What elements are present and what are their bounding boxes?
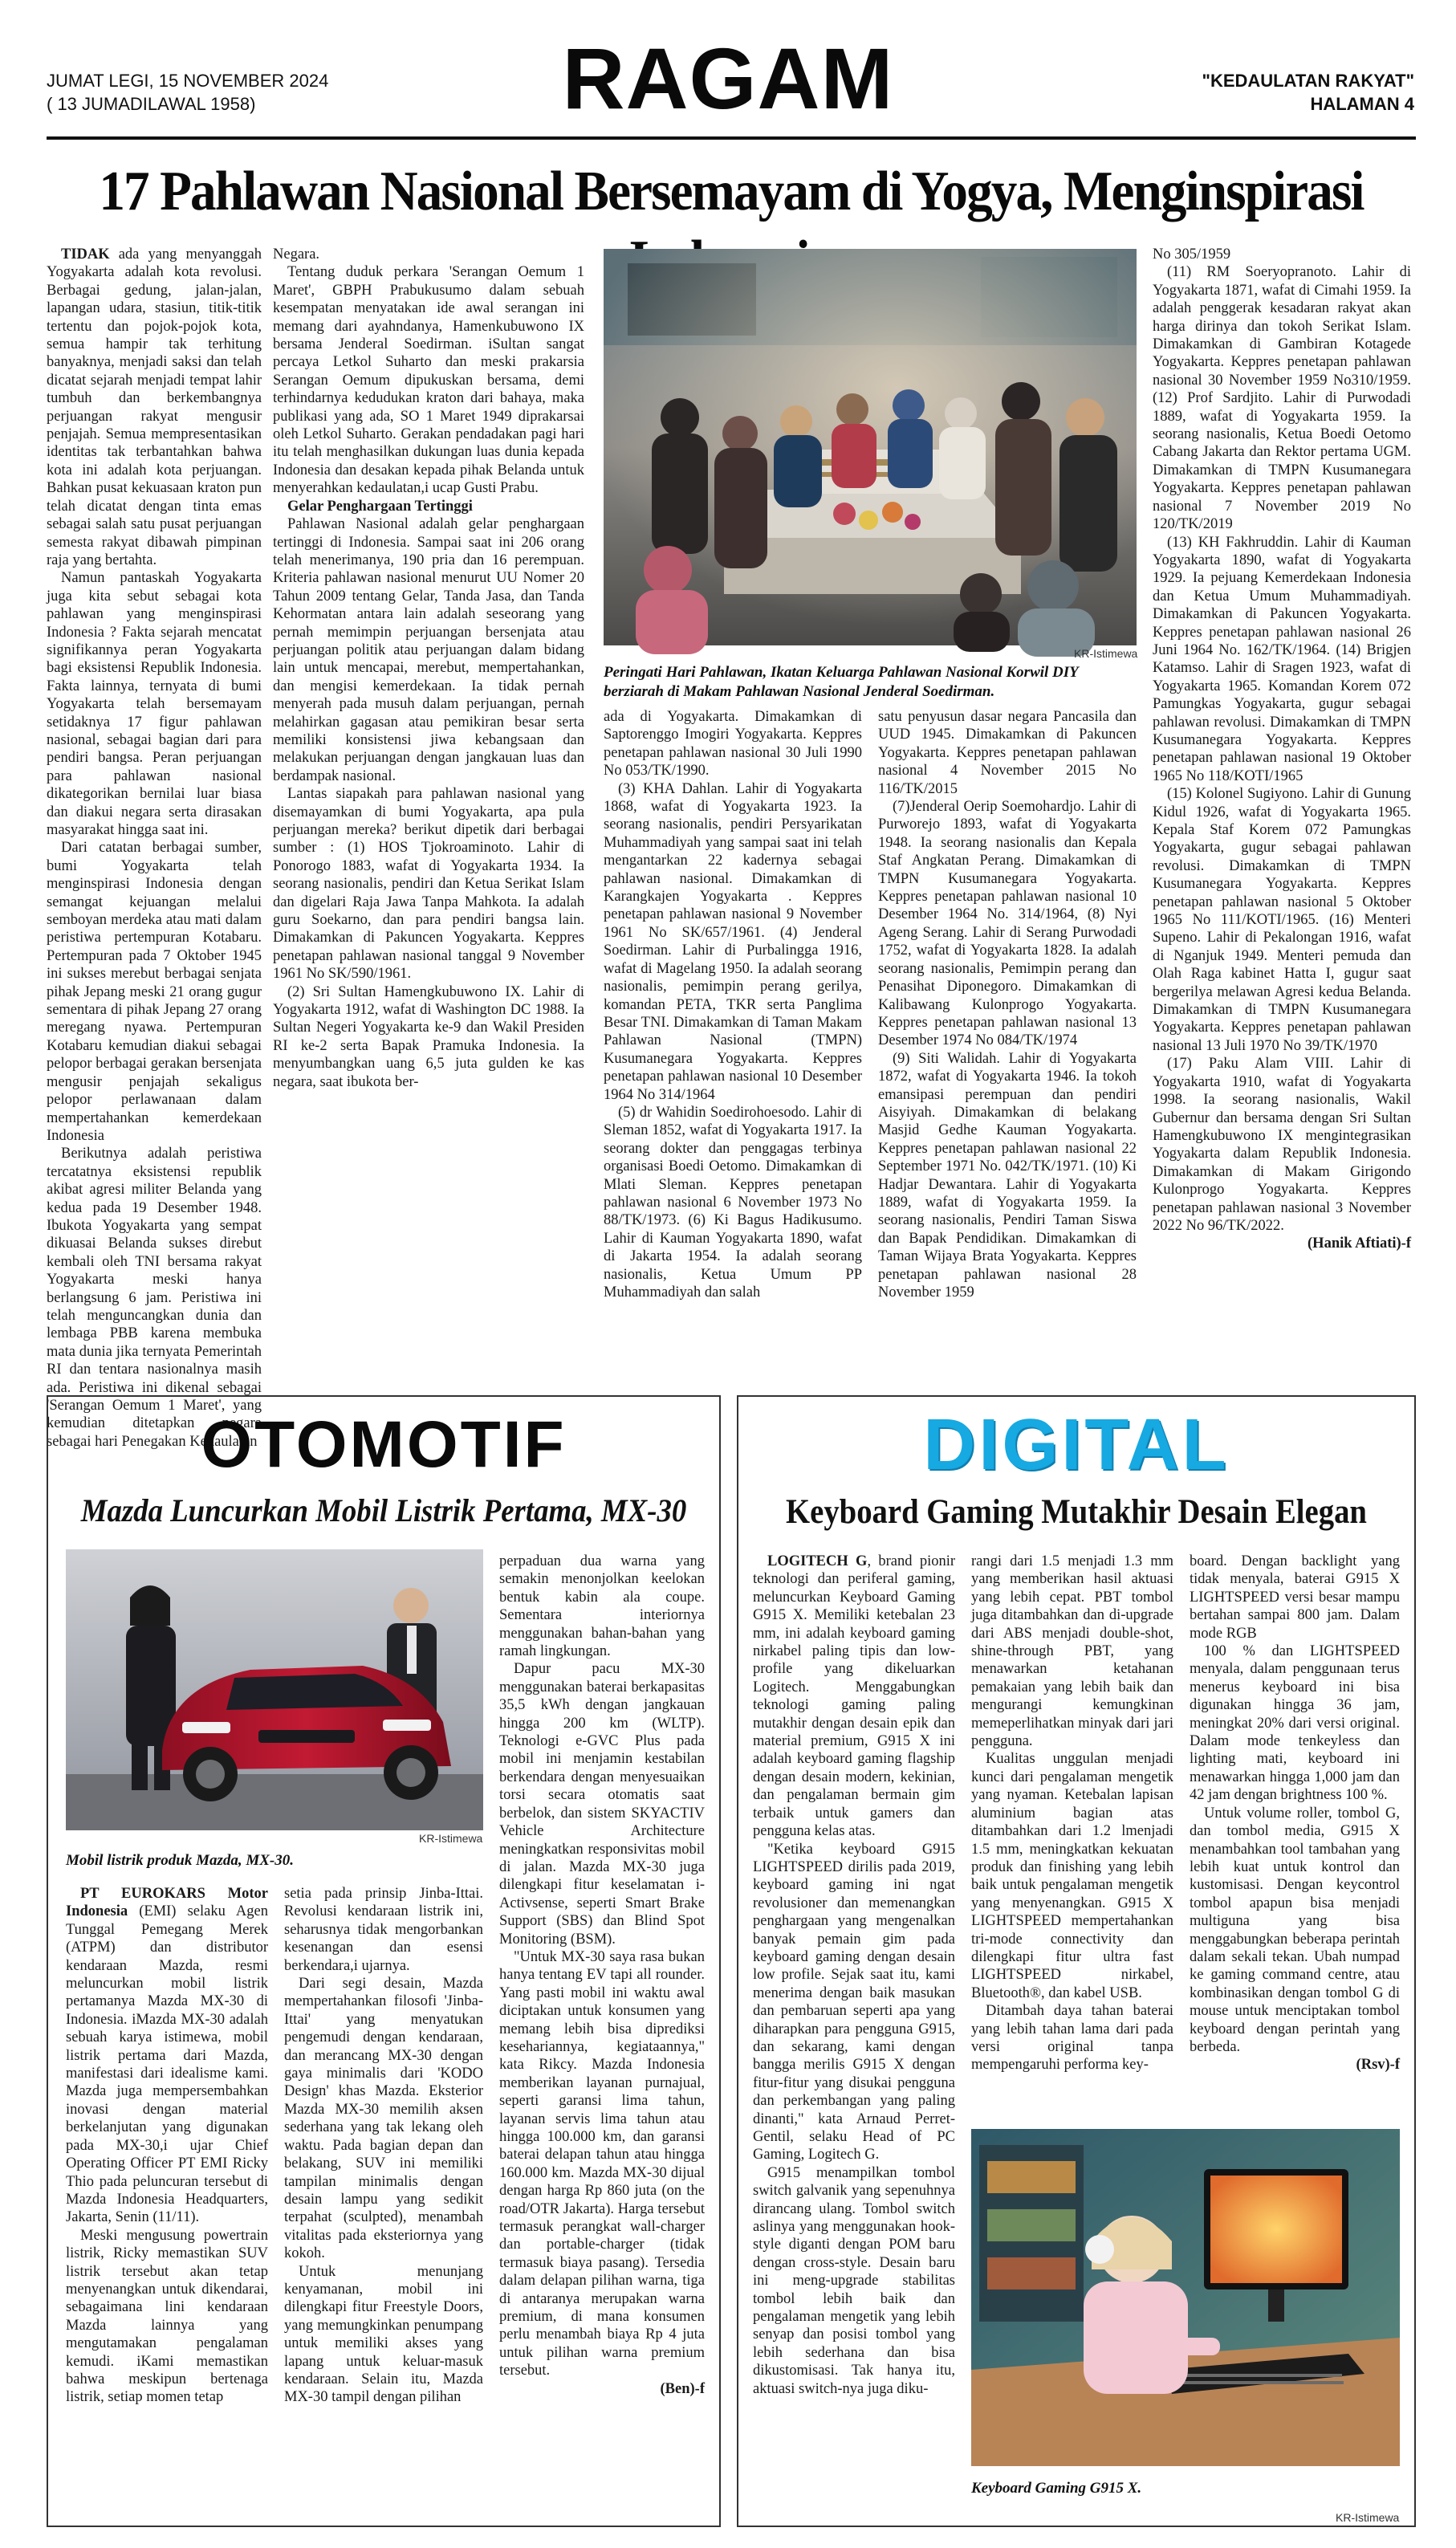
paragraph: (11) RM Soeryopranoto. Lahir di Yogyakarta 1871, wafat di Cimahi 1959. Ia adalah penggerak kesadaran rakyat akan harga dirinya dan tokoh Serikat Islam. Dimakamkan di Gambiran Kotagede Yogyakarta. Keppres penetapan pahlawan nasional 30 November 1959 No310/1959. (12) Prof Sardjito. Lahir di Purwodadi 1889, wafat di Yogyakarta 1959. Ia seorang nasionalis, Ketua Boedi Oetomo Cabang Jakarta dan Rektor pertama UGM. Dimakamkan di TMPN Kusumanegara Yogyakarta. Keppres penetapan pahlawan nasional 7 November 2019 No 120/TK/2019 xyxy=(1153,264,1411,533)
paragraph: (13) KH Fakhruddin. Lahir di Kauman Yogyakarta 1890, wafat di Yogyakarta 1929. Ia pejuang Kemerdekaan Indonesia dan Ketua Umum Muhammadiyah. Dimakamkan di Pakuncen Yogyakarta. Keppres penetapan pahlawan nasional 26 Juni 1964 No. 162/TK/1964. (14) Brigjen Katamso. Lahir di Sragen 1923, wafat di Yogyakarta 1965. Komandan Korem 072 Pamungkas Yogyakarta, gugur sebagai pahlawan revolusi. Dimakamkan di TMPN Kusumanegara Yogyakarta. Keppres penetapan pahlawan nasional 19 Oktober 1965 No 118/KOTI/1965 xyxy=(1153,534,1411,784)
paragraph: (2) Sri Sultan Hamengkubuwono IX. Lahir di Yogyakarta 1912, wafat di Washington DC 1988. Ia Sultan Negeri Yogyakarta ke-9 dan Wakil Presiden RI ke-2 serta Bapak Pramuka Indonesia. Ia menyumbangkan uang 6,5 juta gulden ke kas negara, saat ibukota ber- xyxy=(273,983,584,1090)
digital-photo xyxy=(971,2129,1400,2466)
main-story-column-1 xyxy=(47,246,262,1450)
digital-headline: Keyboard Gaming Mutakhir Desain Elegan xyxy=(786,1493,1367,1531)
main-story-column-3 xyxy=(604,708,862,1366)
paragraph: ada di Yogyakarta. Dimakamkan di Saptorenggo Imogiri Yogyakarta. Keppres penetapan pahlawan nasional 30 Juli 1990 No 053/TK/1990. xyxy=(604,709,862,779)
paragraph: TIDAK ada yang menyanggah Yogyakarta adalah kota revolusi. Berbagai gedung, jalan-jalan, lapangan udara, stasiun, titik-titik tertentu dan pojok-pojok kota, semua hampir tak terhitung banyaknya, menjadi saksi dan telah dicatat sejarah menjadi tempat lahir tumbuh dan berkembangnya perjuangan rakyat mengusir penjajah. Semua mempresentasikan identitas tak terbantahkan bahwa kota ini adalah kota perjuangan. Bahkan pusat kekuasaan kraton pun telah dicatat dengan tinta emas sebagai salah satu pusat perjuangan semesta rakyat dibawah pimpinan raja yang bertahta. xyxy=(47,246,262,568)
otomotif-column-2 xyxy=(284,1885,483,2519)
digital-column-3 xyxy=(1190,1553,1400,2115)
main-headline: 17 Pahlawan Nasional Bersemayam di Yogya, Menginspirasi xyxy=(99,161,1364,222)
otomotif-column-3 xyxy=(499,1553,705,2520)
otomotif-section-title: OTOMOTIF xyxy=(201,1408,567,1481)
paragraph: perpaduan dua warna yang semakin menonjolkan keelokan bentuk kabin ala coupe. Sementara interiornya menggunakan bahan-bahan yang ramah lingkungan. xyxy=(499,1553,705,1660)
paragraph: Dari segi desain, Mazda mempertahankan filosofi 'Jinba-Ittai' yang menyatukan pengemudi dengan kendaraan, dan merancang MX-30 dengan gaya minimalis dari 'KODO Design' khas Mazda. Eksterior Mazda MX-30 memilih aksen sederhana yang tak lekang oleh waktu. Pada bagian depan dan belakang, SUV ini memiliki tampilan minimalis dengan desain lampu yang sedikit terpahat (sculpted), menambah vitalitas pada eksteriornya yang kokoh. xyxy=(284,1976,483,2262)
otomotif-column-1 xyxy=(66,1885,268,2519)
byline: (Ben)-f xyxy=(660,2380,705,2397)
main-photo xyxy=(604,249,1137,645)
lead-in: TIDAK xyxy=(61,246,110,263)
paragraph: Meski mengusung powertrain listrik, Ricky memastikan SUV listrik tersebut akan tetap menyenangkan untuk dikendarai, sebagaimana lini kendaraan Mazda lainnya yang mengutamakan pengalaman kemudi. iKami memastikan bahwa meskipun bertenaga listrik, setiap momen tetap xyxy=(66,2227,268,2406)
paragraph: Kualitas unggulan menjadi kunci dari pengalaman mengetik yang nyaman. Ketebalan lapisan aluminium bagian atas ditambahkan dari 1.2 lmenjadi 1.5 mm, meningkatkan kekuatan produk dan finishing yang lebih baik untuk pengalaman mengetik yang menyenangkan. G915 X LIGHTSPEED mempertahankan tri-mode connectivity dan dilengkapi fitur ultra fast LIGHTSPEED nirkabel, Bluetooth®, dan kabel USB. xyxy=(971,1751,1173,2001)
otomotif-photo-credit: KR-Istimewa xyxy=(419,1832,483,1845)
paper-name: "KEDAULATAN RAKYAT" xyxy=(1202,71,1414,91)
otomotif-photo-caption: Mobil listrik produk Mazda, MX-30. xyxy=(66,1852,294,1869)
lead-in: LOGITECH G xyxy=(767,1553,868,1569)
paragraph: "Untuk MX-30 saya rasa bukan hanya tentang EV tapi all rounder. Yang pasti mobil ini waktu awal diciptakan untuk konsumen yang memang lebih bisa diprediksi kesehariannya, kegiataannya," kata Rikcy. Mazda Indonesia memberikan layanan purnajual, seperti garansi lima tahun, layanan servis lima tahun atau hingga 100.000 km, dan garansi baterai delapan tahun atau hingga 160.000 km. Mazda MX-30 dijual dengan harga Rp 860 juta (on the road/OTR Jakarta). Harga tersebut termasuk perangkat wall-charger dan portable-charger (tidak termasuk biaya pasang). Tersedia dalam delapan pilihan warna, tiga di antaranya merupakan warna premium, di mana konsumen perlu menambah biaya Rp 4 juta untuk pilihan warna premium tersebut. xyxy=(499,1948,705,2379)
section-title: RAGAM xyxy=(562,30,894,127)
paragraph: G915 menampilkan tombol switch galvanik yang sepenuhnya dirancang ulang. Tombol switch aslinya yang menggunakan hook-style diganti dengan POM baru dengan cross-style. Desain baru ini meng-upgrade stabilitas tombol lebih baik dan pengalaman mengetik yang lebih senyap dan posisi tombol yang lebih sederhana dan bisa dikustomisasi. Tak hanya itu, aktuasi switch-nya juga diku- xyxy=(753,2164,955,2397)
paragraph: LOGITECH G, brand pionir teknologi dan periferal gaming, meluncurkan Keyboard Gaming G915 X. Memiliki ketebalan 23 mm, ini adalah keyboard gaming nirkabel paling tipis dan low-profile yang dikeluarkan Logitech. Menggabungkan teknologi gaming paling mutakhir dengan desain epik dan material premium, G915 X ini adalah keyboard gaming flagship dengan desain modern, kekinian, dan pengalaman bermain gim terbaik untuk gamers dan pengguna kelas atas. xyxy=(753,1553,956,1840)
page-number: HALAMAN 4 xyxy=(1310,94,1414,114)
paragraph: (3) KHA Dahlan. Lahir di Yogyakarta 1868, wafat di Yogyakarta 1923. Ia seorang nasionalis, pendiri Persyarikatan Muhammadiyah yang sampai saat ini telah mengantarkan 22 kadernya sebagai pahlawan nasional. Dimakamkan di Karangkajen Yogyakarta . Keppres penetapan pahlawan nasional 9 November 1961 No SK/657/1961. (4) Jenderal Soedirman. Lahir di Purbalingga 1916, wafat di Magelang 1950. Ia adalah seorang nasionalis, pemimpin perang gerilya, komandan PETA, TKR serta Panglima Besar TNI. Dimakamkan di Taman Makam Pahlawan Nasional (TMPN) Kusumanegara Yogyakarta. Keppres penetapan pahlawan nasional 10 Desember 1964 No 314/1964 xyxy=(604,780,862,1103)
paragraph: Dapur pacu MX-30 menggunakan baterai berkapasitas 35,5 kWh dengan jangkauan hingga 200 km (WLTP). Teknologi e-GVC Plus pada mobil ini menjamin kestabilan berkendara dengan menyesuaikan torsi secara otomatis saat berbelok, dan sistem SKYACTIV Vehicle Architecture meningkatkan responsivitas mobil di jalan. Mazda MX-30 juga dilengkapi fitur keselamatan i-Activsense, seperti Smart Brake Support (SBS) dan Blind Spot Monitoring (BSM). xyxy=(499,1661,705,1948)
paragraph: rangi dari 1.5 menjadi 1.3 mm yang memberikan hasil aktuasi yang lebih cepat. PBT tombol juga ditambahkan dan di-upgrade dari ABS menjadi double-shot, shine-through PBT, yang menawarkan ketahanan pemakaian yang lebih baik dan mengurangi kemungkinan memeperlihatkan minyak dari jari pengguna. xyxy=(971,1553,1173,1750)
digital-section-title: DIGITAL xyxy=(923,1405,1230,1485)
date-line: JUMAT LEGI, 15 NOVEMBER 2024 xyxy=(47,71,329,91)
paper-block xyxy=(1202,69,1414,116)
otomotif-photo xyxy=(66,1549,483,1830)
paragraph: (5) dr Wahidin Soedirohoesodo. Lahir di Sleman 1852, wafat di Yogyakarta 1917. Ia seorang dokter dan penggagas terbinya organisasi Boedi Oetomo. Dimakamkan di Mlati Sleman. Keppres penetapan pahlawan nasional 6 November 1973 No 88/TK/1973. (6) Ki Bagus Hadikusumo. Lahir di Kauman Yogyakarta 1890, wafat di Jakarta 1954. Ia adalah seorang nasionalis, Ketua Umum PP Muhammadiyah dan salah xyxy=(604,1104,862,1300)
paragraph: Negara. xyxy=(273,246,320,263)
paragraph: (7)Jenderal Oerip Soemohardjo. Lahir di Purworejo 1893, wafat di Yogyakarta 1948. Ia seorang nasionalis dan Kepala Staf Angkatan Perang. Dimakamkan di TMPN Kusumanegara Yogyakarta. Keppres penetapan pahlawan nasional 10 Desember 1964 No. 314/1964, (8) Nyi Ageng Serang. Lahir di Serang Purwodadi 1752, wafat di Yogyakarta 1828. Ia adalah seorang nasionalis, Pemimpin perang dan Penasihat Diponegoro. Dimakamkan di Kalibawang Kulonprogo Yogyakarta. Keppres penetapan pahlawan nasional 13 Desember 1974 No 084/TK/1974 xyxy=(878,799,1137,1049)
paragraph: board. Dengan backlight yang tidak menyala, baterai G915 X LIGHTSPEED versi besar mampu bertahan sampai 800 jam. Dalam mode RGB xyxy=(1190,1553,1400,1642)
paragraph: Pahlawan Nasional adalah gelar penghargaan tertinggi di Indonesia. Sampai saat ini 206 orang telah menerimanya, 190 pria dan 16 perempuan. Kriteria pahlawan nasional menurut UU Nomer 20 Tahun 2009 tentang Gelar, Tanda Jasa, dan Tanda Kehormatan antara lain adalah seseorang yang pernah memimpin perjuangan bersenjata atau perjuangan politik atau perjuangan dalam bidang lain untuk mencapai, merebut, mempertahankan, dan mengisi kemerdekaan. Ia tidak pernah menyerah pada musuh dalam perjuangan, pernah melahirkan gagasan atau pemikiran besar serta memiliki konsistensi jiwa kebangsaan dan melakukan perjuangan dengan jangkauan luas dan berdampak nasional. xyxy=(273,516,584,784)
hijri-date-line: ( 13 JUMADILAWAL 1958) xyxy=(47,94,256,114)
lead-in: PT EUROKARS Motor Indonesia xyxy=(66,1886,268,1920)
paragraph: Untuk volume roller, tombol G, dan tombol media, G915 X menambahkan tool tambahan yang lebih kuat untuk kontrol dan kustomisasi. Dengan keycontrol tombol apapun bisa menjadi multiguna yang bisa menggabungkan beberapa perintah dalam sekali tekan. Ubah numpad ke gaming command centre, atau kombinasikan dengan tombol G di mouse untuk menciptakan tombol keyboard dengan perintah yang berbeda. xyxy=(1190,1805,1400,2055)
main-photo-credit: KR-Istimewa xyxy=(1074,647,1138,660)
paragraph: Lantas siapakah para pahlawan nasional yang disemayamkan di bumi Yogyakarta, apa pula perjuangan mereka? berikut dipetik dari berbagai sumber : (1) HOS Tjokroaminoto. Lahir di Ponorogo 1883, wafat di Yogyakarta 1934. Ia seorang nasionalis, pendiri dan Ketua Serikat Islam dan digelari Raja Jawa Tanpa Mahkota. Ia adalah guru Soekarno, dan para pendiri bangsa lain. Dimakamkan di Pakuncen Yogyakarta. Keppres penetapan pahlawan nasional tanggal 9 November 1961 No SK/590/1961. xyxy=(273,786,584,983)
subheading: Gelar Penghargaan Tertinggi xyxy=(287,498,473,515)
digital-column-1 xyxy=(753,1553,955,2520)
paragraph: Tentang duduk perkara 'Serangan Oemum 1 Maret', GBPH Prabukusumo dalam sebuah kesempatan menyatakan ide awal serangan ini memang dari ayahndanya, Hamenkubuwono IX bersama Jenderal Soedirman. iSultan sangat percaya Letkol Suharto dan meski prakarsia Serangan Oemum dipukuskan bersama, demi terhindarnya kedudukan kraton dari bahaya, maka publikasi yang ada, SO 1 Maret 1949 diprakarsai oleh Letkol Suharto. Gerakan pendadakan pagi hari itu telah menghasilkan dukungan luas dunia kepada Indonesia dan desakan kepada pihak Belanda untuk menyerahkan kedaulatan,i ucap Gusti Prabu. xyxy=(273,264,584,497)
digital-photo-caption: Keyboard Gaming G915 X. xyxy=(971,2480,1142,2497)
main-photo-caption: Peringati Hari Pahlawan, Ikatan Keluarga Pahlawan Nasional Korwil DIY berziarah di Makam Pahlawan Nasional Jenderal Soedirman. xyxy=(604,664,1079,700)
paragraph: Ditambah daya tahan baterai yang lebih tahan lama dari pada versi original tanpa mempengaruhi performa key- xyxy=(971,2003,1173,2074)
digital-column-2 xyxy=(971,1553,1173,2115)
main-story-column-4 xyxy=(878,708,1137,1366)
byline: (Rsv)-f xyxy=(1356,2057,1400,2074)
main-story-column-2 xyxy=(273,246,584,1366)
paragraph: (9) Siti Walidah. Lahir di Yogyakarta 1872, wafat di Yogyakarta 1946. Ia tokoh emansipasi perempuan dan pendiri Aisyiyah. Dimakamkan di belakang Masjid Gedhe Kauman Yogyakarta. Keppres penetapan pahlawan nasional 22 September 1971 No. 042/TK/1971. (10) Ki Hadjar Dewantara. Lahir di Yogyakarta 1889, wafat di Yogyakarta 1959. Ia seorang nasionalis, Pendiri Taman Siswa dan Bapak Pendidikan. Dimakamkan di Taman Wijaya Brata Yogyakarta. Keppres penetapan pahlawan nasional 28 November 1959 xyxy=(878,1050,1137,1300)
paragraph: Untuk menunjang kenyamanan, mobil ini dilengkapi fitur Freestyle Doors, yang memungkinkan penumpang untuk memiliki akses yang lapang untuk keluar-masuk kendaraan. Selain itu, Mazda MX-30 tampil dengan pilihan xyxy=(284,2263,483,2406)
paragraph: Namun pantaskah Yogyakarta juga kita sebut sebagai kota pahlawan yang menginspirasi Indonesia ? Fakta sejarah mencatat signifikannya peran Yogyakarta bagi eksistensi Republik Indonesia. Fakta lainnya, ternyata di bumi Yogyakarta telah bersemayam setidaknya 17 figur pahlawan nasional, sebagai bagian dari para pendiri bangsa. Peran perjuangan para pahlawan nasional dikategorikan bernilai luar biasa dan diakui negara serta dirasakan masyarakat hingga saat ini. xyxy=(47,570,262,838)
masthead-rule xyxy=(47,136,1416,140)
paragraph: satu penyusun dasar negara Pancasila dan UUD 1945. Dimakamkan di Pakuncen Yogyakarta. Keppres penetapan pahlawan nasional 4 November 2015 No 116/TK/2015 xyxy=(878,709,1137,797)
paragraph: 100 % dan LIGHTSPEED menyala, dalam penggunaan terus menerus keyboard ini bisa digunakan hingga 36 jam, meningkat 20% dari versi original. Dalam mode tenkeyless dan lighting mati, keyboard ini menawarkan hingga 1,000 jam dan 42 jam dengan brightness 100 %. xyxy=(1190,1643,1400,1804)
paragraph: (15) Kolonel Sugiyono. Lahir di Gunung Kidul 1926, wafat di Yogyakarta 1965. Kepala Staf Korem 072 Pamungkas Yogyakarta, gugur sebagai pahlawan revolusi. Dimakamkan di TMPN Kusumanegara Yogyakarta. Keppres penetapan pahlawan nasional 5 Oktober 1965 No 111/KOTI/1965. (16) Menteri Supeno. Lahir di Pekalongan 1916, wafat di Nganjuk 1949. Menteri pemuda dan Olah Raga kabinet Hatta I, gugur saat bergerilya melawan Agresi kedua Belanda. Dimakamkan di TMPN Kusumanegara Yogyakarta. Keppres penetapan pahlawan nasional 13 Juli 1970 No 39/TK/1970 xyxy=(1153,786,1411,1054)
paragraph: (17) Paku Alam VIII. Lahir di Yogyakarta 1910, wafat di Yogyakarta 1998. Ia seorang nasionalis, Wakil Gubernur dan bersama dengan Sri Sultan Hamengkubuwono IX mengintegrasikan Yogyakarta dalam Republik Indonesia. Dimakamkan di Makam Girigondo Kulonprogo Yogyakarta. Keppres penetapan pahlawan nasional 3 November 2022 No 96/TK/2022. xyxy=(1153,1056,1411,1234)
byline: (Hanik Aftiati)-f xyxy=(1308,1235,1411,1252)
digital-photo-credit: KR-Istimewa xyxy=(1336,2511,1400,2524)
paragraph: Dari catatan berbagai sumber, bumi Yogyakarta telah menginspirasi Indonesia dengan semangat kejuangan melalui semboyan merdeka atau mati dalam peristiwa pertempuran Kotabaru. Pertempuran pada 7 Oktober 1945 ini sukses merebut berbagai senjata pihak Jepang meski 21 orang gugur sementara di pihak Jepang 27 orang meregang nyawa. Pertempuran Kotabaru kemudian diakui sebagai pelopor berbagai gerakan bersenjata mengusir penjajah sekaligus pelopor perlawanaan dalam mempertahankan kemerdekaan Indonesia xyxy=(47,840,262,1144)
otomotif-headline: Mazda Luncurkan Mobil Listrik Pertama, MX-30 xyxy=(80,1492,687,1528)
paragraph: No 305/1959 xyxy=(1153,246,1231,263)
paragraph: "Ketika keyboard G915 LIGHTSPEED dirilis pada 2019, keyboard gaming ini ngat revolusioner dan memenangkan penghargaan yang mengenalkan banyak pemain gim pada keyboard gaming dengan desain low profile. Sejak saat itu, kami menerima dengan baik masukan dan pembaruan seperti apa yang diharapkan para pengguna G915, dan sekarang, kami dengan bangga merilis G915 X dengan fitur-fitur yang disukai pengguna dan perkembangan yang paling dinanti," kata Arnaud Perret-Gentil, selaku Head of PC Gaming, Logitech G. xyxy=(753,1841,955,2163)
paragraph: Berikutnya adalah peristiwa tercatatnya eksistensi republik akibat agresi militer Belanda yang kedua pada 19 Desember 1948. Ibukota Yogyakarta yang sempat dikuasai Belanda sukses direbut kembali oleh TNI bersama rakyat Yogyakarta meski hanya berlangsung 6 jam. Peristiwa ini telah menguncangkan dunia dan lembaga PBB karena membuka mata dunia jika ternyata Pemerintah RI dan tentara nasionalnya masih ada. Peristiwa ini dikenal sebagai 'Serangan Oemum 1 Maret', yang kemudian ditetapkan negara sebagai hari Penegakan Kedaulatan xyxy=(47,1146,262,1450)
paragraph: setia pada prinsip Jinba-Ittai. Revolusi kendaraan listrik ini, seharusnya tidak mengorbankan kesenangan dan esensi berkendara,i ujarnya. xyxy=(284,1886,483,1974)
main-story-column-5 xyxy=(1153,246,1411,1366)
paragraph: PT EUROKARS Motor Indonesia (EMI) selaku Agen Tunggal Pemegang Merek (ATPM) dan distributor kendaraan Mazda, resmi meluncurkan mobil listrik pertamanya Mazda MX-30 di Indonesia. iMazda MX-30 adalah sebuah karya istimewa, mobil listrik pertama dari Mazda, manifestasi dari idealisme kami. Mazda juga mempersembahkan inovasi dengan material berkelanjutan yang digunakan pada MX-30,i ujar Chief Operating Officer PT EMI Ricky Thio pada peluncuran tersebut di Mazda Indonesia Headquarters, Jakarta, Senin (11/11). xyxy=(66,1886,268,2226)
